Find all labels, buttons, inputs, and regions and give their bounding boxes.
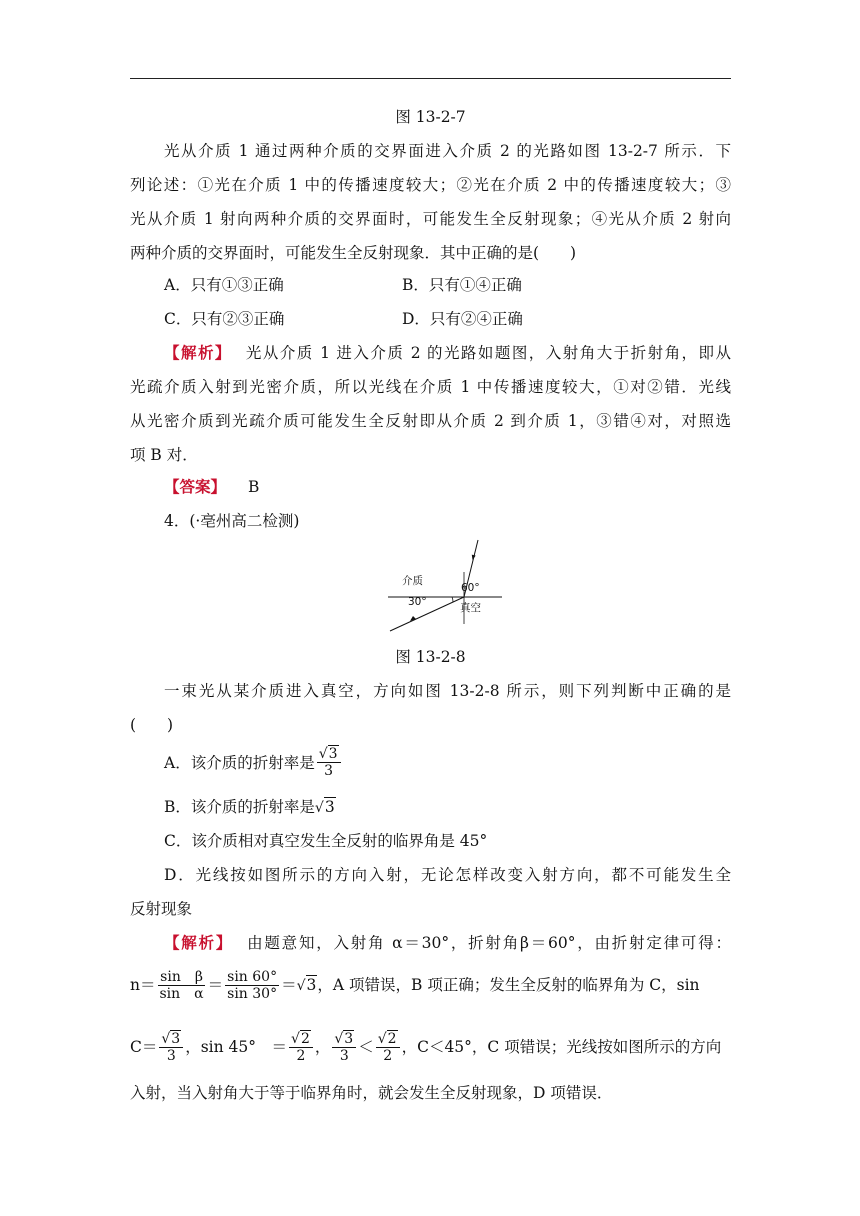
q4-option-d-line-2: 反射现象: [130, 900, 193, 918]
figure-caption-13-2-7: 图 13-2-7: [395, 108, 466, 126]
q3-stem-line-3: 光从介质 1 射向两种介质的交界面时，可能发生全反射现象；④光从介质 2 射向: [130, 210, 731, 228]
q4-analysis-line-1: [130, 932, 731, 954]
figure-caption-13-2-8: 图 13-2-8: [395, 648, 466, 666]
fraction-sqrt3-over-3-c: $\frac{√3}{3}$: [332, 1031, 356, 1064]
q4-analysis-line-4: 入射，当入射角大于等于临界角时，就会发生全反射现象，D 项错误．: [130, 1084, 613, 1102]
q3-analysis-line-3: 从光密介质到光疏介质可能发生全反射即从介质 2 到介质 1，③错④对，对照选: [130, 412, 731, 430]
q3-option-a: A．只有①③正确: [164, 276, 284, 294]
q4-option-a: [164, 740, 343, 784]
q3-answer-line: [130, 476, 731, 498]
q3-stem-line-4: 两种介质的交界面时，可能发生全反射现象．其中正确的是( ): [130, 244, 577, 262]
analysis-tag: 【解析】: [164, 344, 232, 362]
q4-option-b: [164, 796, 336, 819]
q3-stem-line-2: 列论述：①光在介质 1 中的传播速度较大；②光在介质 2 中的传播速度较大；③: [130, 176, 731, 194]
q4-header: 4．(·亳州高二检测): [164, 512, 300, 530]
sqrt-3: √3: [318, 745, 338, 762]
q3-analysis-line-4: 项 B 对．: [130, 446, 198, 464]
q4-analysis-line-3: C＝ $\frac{√3}{3}$ ，sin 45° ＝ $\frac{√2}{2}$ ， $\frac{√3}{3}$ ＜ $\frac{√2}{2}$ ，C＜45°，C 项错误；光线按如图所示的方向: [130, 1030, 722, 1064]
q4-option-c: C．该介质相对真空发生全反射的临界角是 45°: [164, 832, 488, 850]
q3-analysis-text-1: 光从介质 1 进入介质 2 的光路如题图，入射角大于折射角，即从: [245, 344, 731, 362]
angle-60-label: 60°: [461, 582, 480, 594]
q4-option-d-line-1: D．光线按如图所示的方向入射，无论怎样改变入射方向，都不可能发生全: [164, 866, 731, 884]
q3-analysis-line-2: 光疏介质入射到光密介质，所以光线在介质 1 中传播速度较大，①对②错．光线: [130, 378, 731, 396]
q3-option-b: B．只有①④正确: [402, 276, 522, 294]
angle-30-arc: [452, 597, 453, 602]
fraction-sqrt2-over-2-b: $\frac{√2}{2}$: [376, 1031, 400, 1064]
fraction-sin-beta-over-sin-alpha: $\frac{\text{sin β}}{\text{sin α}}$: [159, 968, 204, 1002]
q4-stem-line-1: 一束光从某介质进入真空，方向如图 13-2-8 所示，则下列判断中正确的是: [164, 682, 731, 700]
q3-option-c: C．只有②③正确: [164, 310, 285, 328]
vacuum-label: 真空: [460, 602, 481, 614]
fraction-sqrt3-over-3: $\frac{√3}{3}$: [317, 746, 341, 779]
sqrt-3-b: √3: [314, 798, 335, 816]
analysis-tag-2: 【解析】: [164, 934, 234, 952]
q4-analysis-text-1: 由题意知，入射角 α＝30°，折射角β＝60°，由折射定律可得：: [247, 934, 731, 952]
q3-analysis-line-1: [130, 342, 731, 364]
q3-option-d: D．只有②④正确: [402, 310, 523, 328]
q3-stem-line-1: 光从介质 1 通过两种介质的交界面进入介质 2 的光路如图 13-2-7 所示．下: [164, 142, 731, 160]
q4-stem-line-2: ( ): [130, 716, 174, 734]
refraction-diagram: [386, 538, 504, 634]
fraction-sqrt3-over-3-b: $\frac{√3}{3}$: [159, 1031, 183, 1064]
incident-ray: [390, 597, 464, 631]
sqrt-3-c: √3: [296, 975, 317, 994]
angle-30-label: 30°: [408, 596, 427, 608]
fraction-sin60-over-sin30: $\frac{\sin 60^\circ}{\sin 30^\circ}$: [227, 968, 278, 1002]
medium-label: 介质: [402, 575, 423, 587]
header-rule: [130, 78, 731, 79]
q4-option-a-text: A．该介质的折射率是: [164, 754, 315, 772]
q3-answer-value: B: [248, 478, 260, 496]
q4-option-b-text: B．该介质的折射率是: [164, 798, 315, 816]
fraction-sqrt2-over-2: $\frac{√2}{2}$: [289, 1031, 313, 1064]
answer-tag: 【答案】: [164, 478, 227, 496]
q4-analysis-line-2: n＝ $\frac{\text{sin β}}{\text{sin α}}$ ＝ $\frac{\sin 60^\circ}{\sin 30^\circ}$ ＝ √3 ，A 项错误，B 项正确；发生全反射的临界角为 C，sin: [130, 968, 700, 1002]
